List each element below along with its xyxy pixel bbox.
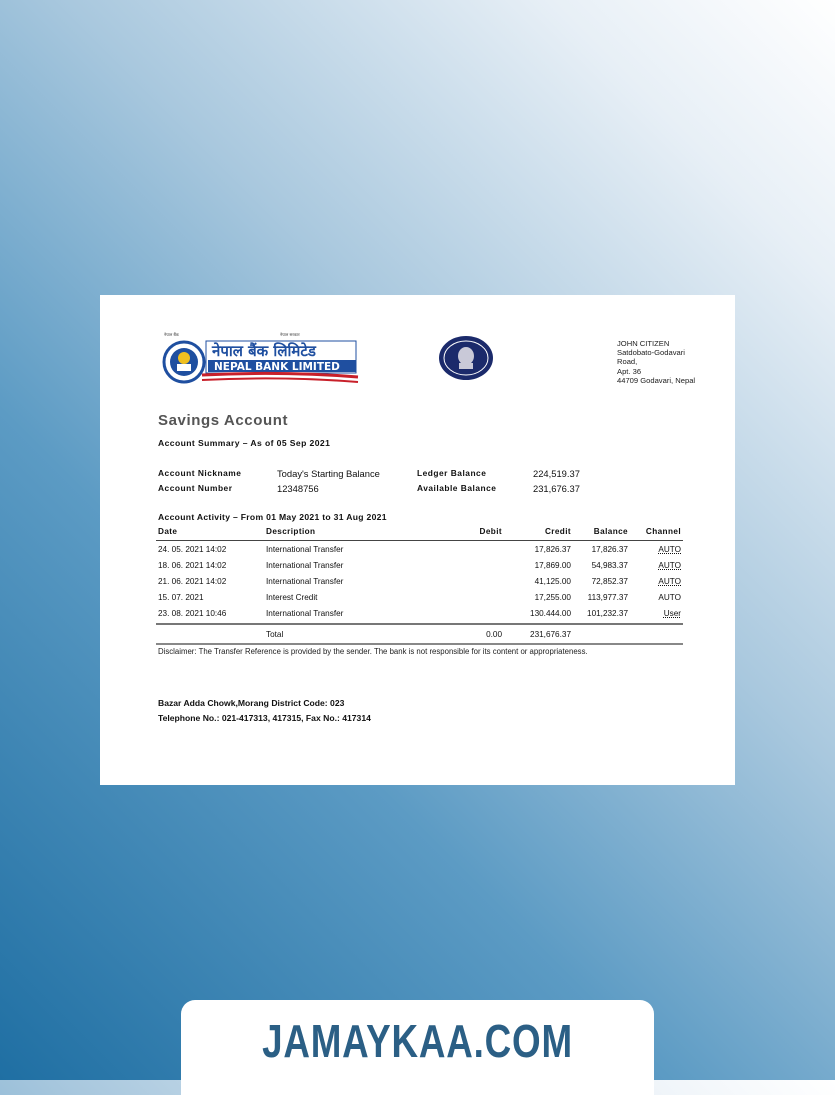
row-channel: AUTO: [658, 592, 681, 602]
row-balance: 72,852.37: [591, 576, 628, 586]
total-label: Total: [264, 624, 404, 642]
row-credit: 17,255.00: [534, 592, 571, 602]
column-header-date: Date: [156, 525, 264, 541]
bank-logo: [162, 331, 360, 389]
row-date: 15. 07. 2021: [158, 592, 204, 602]
bank-name-nepali: नेपाल बैंक लिमिटेड: [212, 342, 316, 360]
row-channel: AUTO: [658, 560, 681, 570]
row-balance: 17,826.37: [591, 544, 628, 554]
watermark-text: JAMAYKAA.COM: [262, 1015, 573, 1067]
row-description: International Transfer: [266, 560, 344, 570]
account-number-label: Account Number: [158, 483, 233, 493]
row-date: 24. 05. 2021 14:02: [158, 544, 227, 554]
bank-seal-caption-left: नेपाल बैंक: [164, 332, 179, 337]
row-balance: 101,232.37: [587, 608, 628, 618]
column-header-credit: Credit: [504, 525, 573, 541]
page-title: Savings Account: [158, 412, 289, 429]
row-date: 18. 06. 2021 14:02: [158, 560, 227, 570]
column-header-description: Description: [264, 525, 404, 541]
row-debit: [404, 541, 504, 558]
row-balance: 54,983.37: [591, 560, 628, 570]
row-description: International Transfer: [266, 544, 344, 554]
table-header-row: [156, 525, 683, 541]
row-credit: 17,869.00: [534, 560, 571, 570]
row-date: 23. 08. 2021 10:46: [158, 608, 227, 618]
row-credit: 41,125.00: [534, 576, 571, 586]
statement-document: [100, 295, 735, 785]
address-line: 44709 Godavari, Nepal: [617, 375, 696, 385]
column-header-channel: Channel: [630, 525, 683, 541]
account-number-value: 12348756: [277, 483, 319, 494]
branch-address: Bazar Adda Chowk,Morang District Code: 023: [158, 698, 345, 708]
row-channel: AUTO: [658, 544, 681, 554]
table-divider: [156, 643, 683, 645]
row-debit: [404, 605, 504, 624]
table-row: [156, 541, 683, 558]
disclaimer-text: Disclaimer: The Transfer Reference is provided by the sender. The bank is not responsible for its content or appropriateness.: [158, 647, 588, 656]
row-date: 21. 06. 2021 14:02: [158, 576, 227, 586]
address-line: Satdobato-Godavari: [617, 348, 685, 358]
ledger-balance-label: Ledger Balance: [417, 468, 487, 478]
available-balance-label: Available Balance: [417, 483, 497, 493]
address-line: Road,: [617, 357, 638, 367]
account-activity-heading: Account Activity – From 01 May 2021 to 31 Aug 2021: [158, 512, 387, 522]
row-channel: AUTO: [658, 576, 681, 586]
account-summary-heading: Account Summary – As of 05 Sep 2021: [158, 438, 331, 448]
account-nickname-value: Today's Starting Balance: [277, 468, 380, 479]
bank-name-english: NEPAL BANK LIMITED: [214, 361, 340, 373]
table-row: [156, 573, 683, 589]
total-row: [156, 624, 683, 642]
column-header-debit: Debit: [404, 525, 504, 541]
available-balance-value: 231,676.37: [533, 483, 580, 494]
column-header-balance: Balance: [573, 525, 630, 541]
row-debit: [404, 589, 504, 605]
address-line: Apt. 36: [617, 366, 642, 376]
row-debit: [404, 573, 504, 589]
row-description: Interest Credit: [266, 592, 318, 602]
row-debit: [404, 557, 504, 573]
row-credit: 17,826.37: [534, 544, 571, 554]
row-description: International Transfer: [266, 576, 344, 586]
total-credit: 231,676.37: [504, 624, 573, 642]
row-channel: User: [663, 608, 681, 618]
branch-contact: Telephone No.: 021-417313, 417315, Fax No.: 417314: [158, 713, 371, 723]
table-row: [156, 589, 683, 605]
row-credit: 130.444.00: [530, 608, 571, 618]
customer-address: [617, 339, 695, 385]
bank-seal-caption-right: नेपाल सरकार: [280, 332, 300, 337]
total-debit: 0.00: [404, 624, 504, 642]
table-row: [156, 605, 683, 624]
customer-name: JOHN CITIZEN: [617, 339, 670, 348]
ledger-balance-value: 224,519.37: [533, 468, 580, 479]
activity-table: [156, 525, 683, 642]
account-nickname-label: Account Nickname: [158, 468, 242, 478]
watermark-banner: [181, 1000, 654, 1095]
row-description: International Transfer: [266, 608, 344, 618]
government-emblem: [437, 335, 495, 381]
table-row: [156, 557, 683, 573]
row-balance: 113,977.37: [587, 592, 628, 602]
